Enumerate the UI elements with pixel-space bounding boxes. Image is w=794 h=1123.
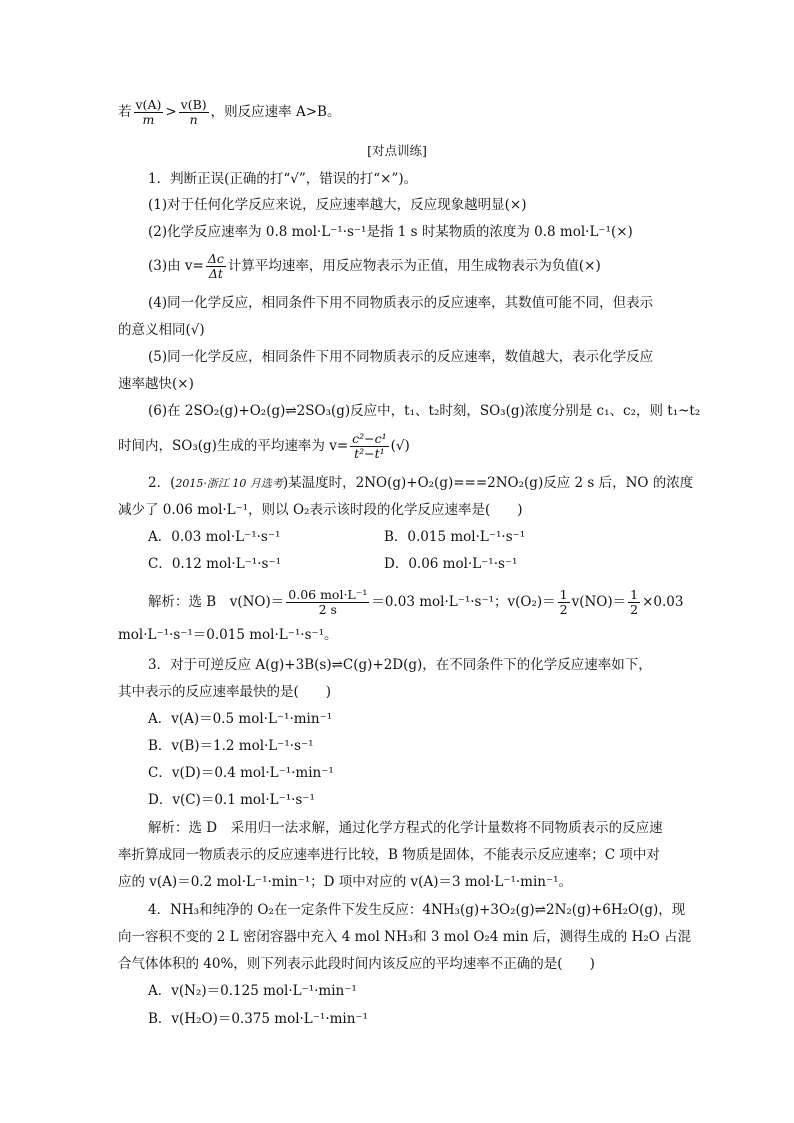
q1-statement-2: (2)化学反应速率为 0.8 mol·L⁻¹·s⁻¹是指 1 s 时某物质的浓度为 0.8 mol·L⁻¹(×) xyxy=(148,224,633,240)
q1-statement-5a: (5)同一化学反应，相同条件下用不同物质表示的反应速率，数值越大，表示化学反应 xyxy=(148,349,654,365)
fraction-delta-c-over-delta-t: $\frac{\Delta c}{\Delta t}$ xyxy=(207,251,224,281)
q3-option-a: A．v(A)＝0.5 mol·L⁻¹·min⁻¹ xyxy=(148,711,333,727)
q1-statement-6b: 时间内，SO₃(g)生成的平均速率为 v= $\frac{\text{c²−c¹}}{\text{t²−t¹}}$ (√) xyxy=(118,431,410,461)
q3-option-c: C．v(D)＝0.4 mol·L⁻¹·min⁻¹ xyxy=(148,765,334,781)
q1-statement-4b: 的意义相同(√) xyxy=(118,322,205,338)
q3-option-d: D．v(C)＝0.1 mol·L⁻¹·s⁻¹ xyxy=(148,792,315,808)
q2-options-row-2 xyxy=(148,555,768,573)
fraction-v-a-over-m: $\frac{v(A)}{m}$ xyxy=(135,97,162,127)
q2-stem-a: 2．(2015·浙江 10 月选考)某温度时，2NO(g)+O₂(g)===2NO₂(g)反应 2 s 后，NO 的浓度 xyxy=(148,475,694,491)
intro-line: 若 $\frac{v(A)}{m}$ > $\frac{v(B)}{n}$ ，则反应速率 A>B。 xyxy=(118,97,341,127)
q4-option-a: A．v(N₂)＝0.125 mol·L⁻¹·min⁻¹ xyxy=(148,983,357,999)
fraction-half-1: $\frac{1}{2}$ xyxy=(559,587,568,617)
q1-statement-1: (1)对于任何化学反应来说，反应速率越大，反应现象越明显(×) xyxy=(148,197,527,213)
q3-option-b: B．v(B)＝1.2 mol·L⁻¹·s⁻¹ xyxy=(148,738,314,754)
fraction-half-2: $\frac{1}{2}$ xyxy=(630,587,639,617)
q1-statement-5b: 速率越快(×) xyxy=(118,376,194,392)
q2-options-row-1 xyxy=(148,528,768,546)
section-title: [对点训练] xyxy=(367,143,427,158)
q1-stem: 1．判断正误(正确的打“√”，错误的打“×”)。 xyxy=(148,171,418,187)
q4-stem-c: 合气体体积的 40%，则下列表示此段时间内该反应的平均速率不正确的是( ) xyxy=(118,956,595,972)
q3-answer-a: 解析：选 D 采用归一法求解，通过化学方程式的化学计量数将不同物质表示的反应速 xyxy=(148,820,663,836)
q2-answer-b: mol·L⁻¹·s⁻¹＝0.015 mol·L⁻¹·s⁻¹。 xyxy=(118,627,338,643)
q1-statement-4a: (4)同一化学反应，相同条件下用不同物质表示的反应速率，其数值可能不同，但表示 xyxy=(148,295,654,311)
q2-option-b: B．0.015 mol·L⁻¹·s⁻¹ xyxy=(384,529,526,545)
fraction-v-b-over-n: $\frac{v(B)}{n}$ xyxy=(180,97,207,127)
q3-answer-c: 应的 v(A)＝0.2 mol·L⁻¹·min⁻¹；D 项中对应的 v(A)＝3 mol·L⁻¹·min⁻¹。 xyxy=(118,874,573,890)
q3-stem-a: 3．对于可逆反应 A(g)+3B(s)⇌C(g)+2D(g)，在不同条件下的化学反应速率如下， xyxy=(148,657,652,673)
q2-answer-a: 解析：选 B v(NO)＝ $\frac{\text{0.06 mol·L⁻¹}}{2 s}$ ＝0.03 mol·L⁻¹·s⁻¹；v(O₂)＝ $\frac{1}{2}$ v(NO)＝ $\frac{1}{2}$ ×0.03 xyxy=(148,587,684,617)
q4-stem-a: 4．NH₃和纯净的 O₂在一定条件下发生反应：4NH₃(g)+3O₂(g)⇌2N₂(g)+6H₂O(g)，现 xyxy=(148,902,686,918)
q3-stem-b: 其中表示的反应速率最快的是( ) xyxy=(118,684,332,700)
q1-statement-3: (3)由 v= $\frac{\Delta c}{\Delta t}$ 计算平均速率，用反应物表示为正值，用生成物表示为负值(×) xyxy=(148,251,601,281)
q3-answer-b: 率折算成同一物质表示的反应速率进行比较，B 物质是固体，不能表示反应速率；C 项中对 xyxy=(118,847,660,863)
q4-stem-b: 向一容积不变的 2 L 密闭容器中充入 4 mol NH₃和 3 mol O₂4 min 后，测得生成的 H₂O 占混 xyxy=(118,929,692,945)
q2-option-a: A．0.03 mol·L⁻¹·s⁻¹ xyxy=(148,529,281,545)
q2-option-d: D．0.06 mol·L⁻¹·s⁻¹ xyxy=(384,556,518,572)
fraction-nochange: $\frac{\text{0.06 mol·L⁻¹}}{2 s}$ xyxy=(288,587,368,617)
q2-option-c: C．0.12 mol·L⁻¹·s⁻¹ xyxy=(148,556,281,572)
fraction-rate-formula: $\frac{\text{c²−c¹}}{\text{t²−t¹}}$ xyxy=(352,431,387,461)
q1-statement-6a: (6)在 2SO₂(g)+O₂(g)⇌2SO₃(g)反应中，t₁、t₂时刻，SO₃(g)浓度分别是 c₁、c₂，则 t₁~t₂ xyxy=(148,403,701,419)
q4-option-b: B．v(H₂O)＝0.375 mol·L⁻¹·min⁻¹ xyxy=(148,1011,368,1027)
q2-stem-b: 减少了 0.06 mol·L⁻¹，则以 O₂表示该时段的化学反应速率是( ) xyxy=(118,502,523,518)
